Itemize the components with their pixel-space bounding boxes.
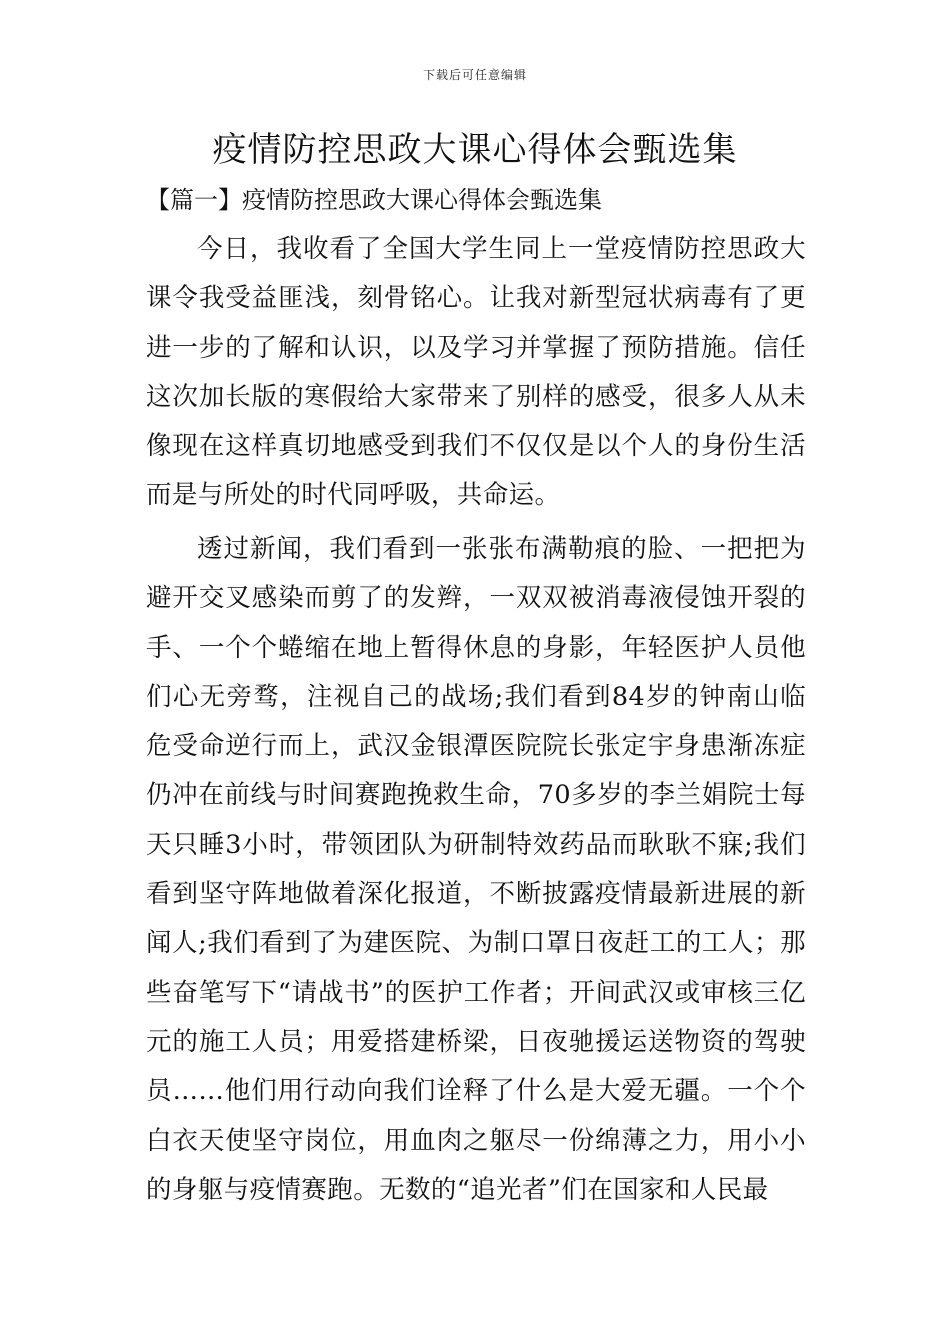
body-paragraph-2: 透过新闻，我们看到一张张布满勒痕的脸、一把把为避开交叉感染而剪了的发辫，一双双被消毒液侵蚀开裂的手、一个个蜷缩在地上暂得休息的身影，年轻医护人员他们心无旁骛，注视自己的战场;我们看到84岁的钟南山临危受命逆行而上，武汉金银潭医院院长张定宇身患渐冻症仍冲在前线与时间赛跑挽救生命，70多岁的李兰娟院士每天只睡3小时，带领团队为研制特效药品而耿耿不寐;我们看到坚守阵地做着深化报道，不断披露疫情最新进展的新闻人;我们看到了为建医院、为制口罩日夜赶工的工人；那些奋笔写下“请战书”的医护工作者；开间武汉或审核三亿元的施工人员；用爱搭建桥梁，日夜驰援运送物资的驾驶员……他们用行动向我们诠释了什么是大爱无疆。一个个白衣天使坚守岗位，用血肉之躯尽一份绵薄之力，用小小的身躯与疫情赛跑。无数的“追光者”们在国家和人民最 — [146, 534, 806, 1205]
document-title: 疫情防控思政大课心得体会甄选集 — [212, 130, 738, 170]
body-paragraph-1: 今日，我收看了全国大学生同上一堂疫情防控思政大课令我受益匪浅，刻骨铭心。让我对新型冠状病毒有了更进一步的了解和认识，以及学习并掌握了预防措施。信任这次加长版的寒假给大家带来了别样的感受，很多人从未像现在这样真切地感受到我们不仅仅是以个人的身份生活而是与所处的时代同呼吸，共命运。 — [146, 234, 806, 511]
header-note: 下载后可任意编辑 — [422, 68, 527, 82]
section-heading: 【篇一】疫情防控思政大课心得体会甄选集 — [146, 186, 602, 214]
